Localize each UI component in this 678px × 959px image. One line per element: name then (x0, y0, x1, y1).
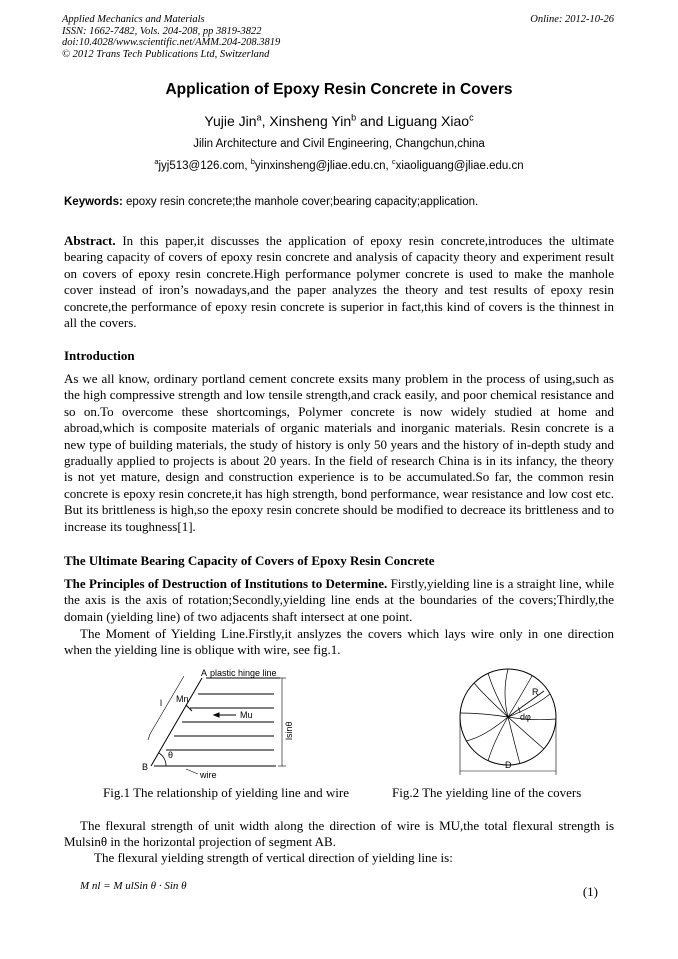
affiliation: Jilin Architecture and Civil Engineering, Changchun,china (193, 138, 485, 150)
author-2-sup: b (351, 112, 357, 123)
doi-line: doi:10.4028/www.scientific.net/AMM.204-208.3819 (62, 37, 281, 49)
author-sep-2: and (356, 113, 388, 129)
author-3: Liguang Xiao (387, 113, 470, 129)
author-sep-1: , (261, 113, 270, 129)
email-2-sup: b (250, 157, 255, 167)
abstract-text: In this paper,it discusses the application of epoxy resin concrete,introduces the ultimate bearing capacity of covers of epoxy resin concrete and analysis of capacity theory and experiment result on covers of epoxy resin concrete.High performance polymer concrete is used to make the manhole cover instead of iron’s nowadays,and the paper analyzes the theory and test results of epoxy resin concrete,the performance of epoxy resin concrete is superior in fact,this kind of covers is the thinnest in all the covers. (64, 233, 614, 331)
email-2[interactable]: yinxinsheng@jliae.edu.cn, (254, 160, 392, 172)
length-l-dim (150, 676, 184, 734)
email-1[interactable]: jyj513@126.com, (158, 160, 251, 172)
copyright-line: © 2012 Trans Tech Publications Ltd, Switzerland (62, 48, 270, 60)
equation-1: M nl = M ulSin θ · Sin θ (80, 880, 187, 892)
label-Mu: Mu (240, 710, 253, 720)
figure-1-caption: Fig.1 The relationship of yielding line and wire (103, 785, 349, 800)
principles-label: The Principles of Destruction of Institutions to Determine. (64, 576, 388, 591)
paper-title: Application of Epoxy Resin Concrete in Covers (165, 81, 513, 98)
theta-arc (159, 753, 166, 766)
author-1: Yujie Jin (204, 113, 257, 129)
issn-line: ISSN: 1662-7482, Vols. 204-208, pp 3819-3822 (62, 25, 262, 37)
label-lsin: lsinθ (284, 721, 294, 740)
wire-leader (186, 769, 198, 774)
keywords (64, 196, 478, 208)
label-R: R (532, 687, 539, 697)
figure-2-caption: Fig.2 The yielding line of the covers (392, 785, 582, 800)
introduction-heading: Introduction (64, 348, 135, 363)
label-D: D (505, 760, 512, 770)
author-3-sup: c (469, 112, 474, 123)
figure-1 (140, 668, 310, 780)
email-3-sup: c (391, 157, 396, 167)
label-plastic-hinge: plastic hinge line (210, 668, 277, 678)
principles-paragraph (64, 576, 614, 625)
author-1-sup: a (256, 112, 262, 123)
email-list (0, 157, 678, 172)
label-dphi: dφ (520, 712, 531, 722)
label-l: l (160, 698, 162, 708)
introduction-text: As we all know, ordinary portland cement concrete exsits many problem in the process of using,such as the high compressive strength and low tensile strength,and crack easily, and poor chemical resistance and so on.To overcome these shortcomings, Polymer concrete is now widely studied at home and abroad,which is composite materials of organic materials and inorganic materials. Resin concrete is a new type of building materials, the study of history is only 50 years and the history of in-depth study and gradually applied to projects is about 20 years. In the field of research China is in its infancy, the theory is not yet mature, design and construction experience is to be accumulated.So far, the common resin concrete is epoxy resin concrete,it has high strength, bond performance, wear resistance and low cost etc. But its brittleness is high,so the epoxy resin concrete should be modified to decreace its brittleness and to increase its toughness[1]. (64, 371, 614, 534)
label-A: A (201, 668, 208, 678)
label-theta: θ (168, 750, 174, 760)
email-3[interactable]: xiaoliguang@jliae.edu.cn (395, 160, 524, 172)
journal-name: Applied Mechanics and Materials (62, 14, 205, 25)
online-date: Online: 2012-10-26 (530, 14, 614, 25)
figure-2 (452, 663, 572, 781)
label-Mn: Mn (176, 694, 189, 704)
keywords-text: epoxy resin concrete;the manhole cover;bearing capacity;application. (122, 196, 479, 208)
principles-text: Firstly,yielding line is a straight line, while the axis is the axis of rotation;Secondly,yielding line ends at the boundaries of the covers;Thirdly,the domain (yielding line) of two adjacents shaft intersect at one point. (64, 576, 614, 624)
label-B: B (142, 762, 149, 772)
flexural-paragraph: The flexural strength of unit width along the direction of wire is MU,the total flexural strength is Mulsinθ in the horizontal projection of segment AB. (64, 818, 614, 850)
equation-number: (1) (582, 884, 598, 899)
journal-meta (62, 14, 280, 60)
abstract-label: Abstract. (64, 233, 116, 248)
email-1-sup: a (154, 157, 159, 167)
author-2: Xinsheng Yin (269, 113, 352, 129)
yielding-strength-paragraph: The flexural yielding strength of vertical direction of yielding line is: (94, 850, 453, 865)
section-heading: The Ultimate Bearing Capacity of Covers of Epoxy Resin Concrete (64, 553, 435, 568)
abstract (64, 233, 614, 331)
keywords-label: Keywords: (64, 196, 123, 208)
moment-paragraph: The Moment of Yielding Line.Firstly,it anslyzes the covers which lays wire only in one direction when the yielding line is oblique with wire, see fig.1. (64, 626, 614, 658)
label-wire: wire (200, 770, 217, 780)
author-list (0, 113, 678, 129)
